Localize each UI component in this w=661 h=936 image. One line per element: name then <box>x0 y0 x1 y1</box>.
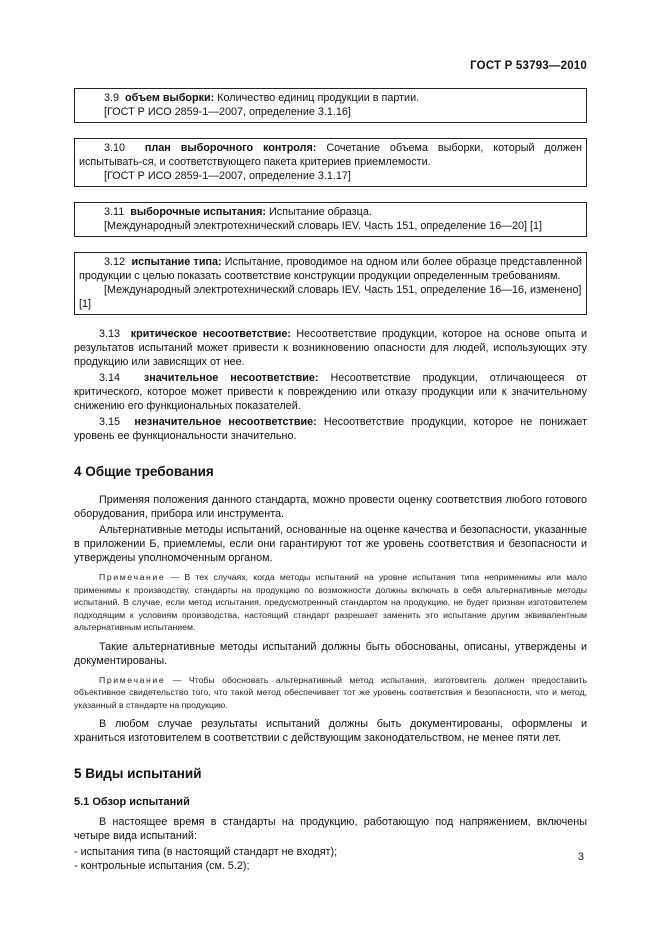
definition-3-13 <box>74 327 587 369</box>
section-4-paragraph-4: В любом случае результаты испытаний должны быть документированы, оформлены и храниться изготовителем в соответствии с действующим законодательством, не менее пяти лет. <box>74 718 587 744</box>
section-4-paragraph-2: Альтернативные методы испытаний, основанные на оценке качества и безопасности, указанные в приложении Б, приемлемы, если они гарантируют тот же уровень соответствия и безопасности и утверждены уполномоченным органом. <box>74 524 587 564</box>
definition-box-3-9 <box>74 88 587 123</box>
note-label: Примечание <box>99 572 166 582</box>
definition-reference: [ГОСТ Р ИСО 2859-1—2007, определение 3.1.16] <box>104 106 351 118</box>
definition-text <box>79 91 582 105</box>
page-number: 3 <box>577 851 584 863</box>
list-item: - контрольные испытания (см. 5.2); <box>74 860 250 872</box>
list-item: - испытания типа (в настоящий стандарт не входят); <box>74 846 338 858</box>
section-5-paragraph-1: В настоящее время в стандарты на продукцию, работающую под напряжением, включены четыре вида испытаний: <box>74 816 587 842</box>
definition-reference-text: [Международный электротехнический словарь IEV. Часть 151, определение 16—16, изменено] <box>104 284 582 296</box>
definition-body: Испытание, проводимое на одном или более образце представленной продукции с целью показать соответствие конструкции продукции определенным требованиям. <box>79 256 582 282</box>
page-content <box>74 88 587 873</box>
note-text: — В тех случаях, когда методы испытаний на уровне испытания типа неприменимы или мало применимы к производству, стандарты на продукцию по возможности должны включать в себя альтернативные методы испытаний. В случае, если метод испытания, предусмотренный стандартом на продукцию, не будет признан изготовителем подходящим к условиям производства, настоящий стандарт разрешает заменить это испытание другим эквивалентным альтернативным испытанием. <box>74 572 587 632</box>
definition-body: Испытание образца. <box>266 206 372 218</box>
definition-term: незначительное несоответствие: <box>134 416 317 428</box>
definition-term: план выборочного контроля: <box>144 142 317 154</box>
note-2 <box>74 674 587 712</box>
definition-body: Количество единиц продукции в партии. <box>214 92 420 104</box>
definition-text <box>79 141 582 169</box>
definition-number: 3.11 <box>104 206 125 218</box>
section-4-heading: 4 Общие требования <box>74 464 214 479</box>
definition-3-15 <box>74 415 587 443</box>
definition-box-3-10 <box>74 138 587 187</box>
definition-reference: [Международный электротехнический словарь IEV. Часть 151, определение 16—20] [1] <box>104 220 543 232</box>
definition-body: Несоответствие продукции, отличающееся от критического, которое может привести к повреждению или отказу продукции или к значительному снижению его функциональных показателей. <box>74 372 587 412</box>
definition-term: объем выборки: <box>125 92 215 104</box>
subsection-5-1-heading: 5.1 Обзор испытаний <box>74 796 190 808</box>
definition-term: значительное несоответствие: <box>143 372 319 384</box>
note-label: Примечание <box>99 674 166 685</box>
section-4-paragraph-1: Применяя положения данного стандарта, можно провести оценку соответствия любого готового оборудования, прибора или инструмента. <box>74 494 587 520</box>
definitions-list <box>74 327 587 443</box>
definition-text <box>79 255 582 283</box>
note-1 <box>74 571 587 634</box>
definition-box-3-12 <box>74 252 587 315</box>
definition-number: 3.14 <box>99 372 121 384</box>
definition-number: 3.10 <box>104 142 126 154</box>
definition-term: испытание типа: <box>131 256 222 268</box>
definition-number: 3.13 <box>99 328 121 340</box>
definition-term: выборочные испытания: <box>130 206 267 218</box>
definition-reference <box>79 283 582 297</box>
document-header: ГОСТ Р 53793—2010 <box>470 60 587 72</box>
definition-box-3-11 <box>74 202 587 237</box>
section-5-heading: 5 Виды испытаний <box>74 766 202 781</box>
definition-3-14 <box>74 371 587 413</box>
note-text: — Чтобы обосновать альтернативный метод испытания, изготовитель должен предоставить объективное свидетельство того, что такой метод обеспечивает тот же уровень соответствия и безопасности, что и метод, указанный в стандарте на продукцию. <box>74 674 587 710</box>
definition-reference-tail: [1] <box>79 298 92 310</box>
definition-number: 3.15 <box>99 416 121 428</box>
definition-body: Сочетание объема выборки, который должен испытывать-ся, и соответствующего пакета критериев приемлемости. <box>79 142 582 168</box>
section-4-paragraph-3: Такие альтернативные методы испытаний должны быть обоснованы, описаны, утверждены и документированы. <box>74 640 587 667</box>
definition-body: Несоответствие продукции, которое не понижает уровень ее функциональности значительно. <box>74 416 588 442</box>
definition-body: Несоответствие продукции, которое на основе опыта и результатов испытаний может привести к возникновению опасности для людей, использующих эту продукцию или зависящих от нее. <box>74 328 587 368</box>
definition-text <box>79 205 582 219</box>
definition-number: 3.12 <box>104 256 126 268</box>
definition-number: 3.9 <box>104 92 120 104</box>
definition-term: критическое несоответствие: <box>130 328 291 340</box>
definition-reference: [ГОСТ Р ИСО 2859-1—2007, определение 3.1.17] <box>104 170 351 182</box>
